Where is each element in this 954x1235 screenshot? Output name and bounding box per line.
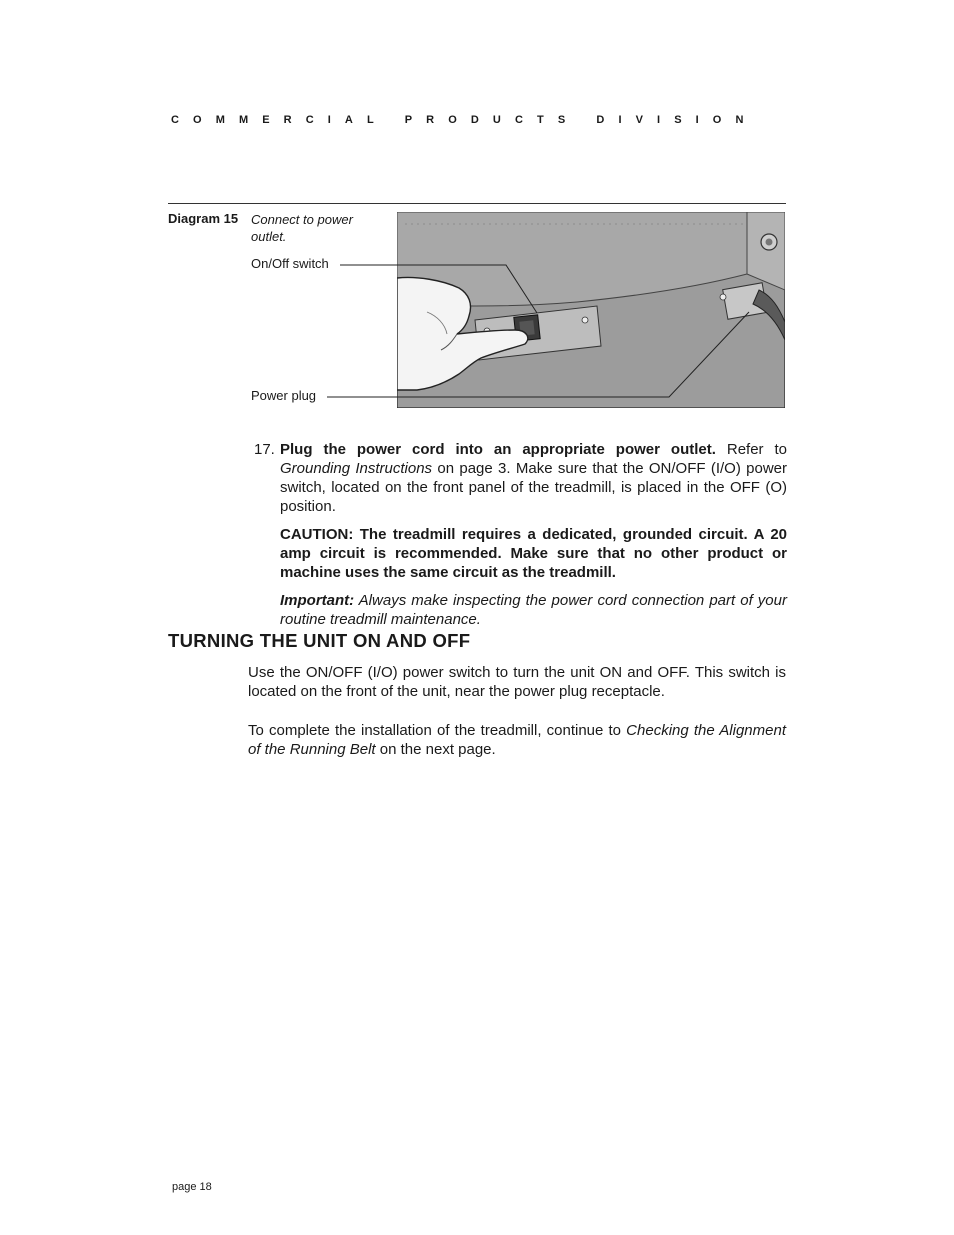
page-number: page 18 [172,1181,212,1193]
important-note [280,591,787,629]
receptacle-screw [720,294,726,300]
paragraph-2-suffix: on the next page. [375,741,496,758]
diagram-caption: Connect to power outlet. [251,212,353,244]
step-paragraph [280,440,787,516]
step-number: 17. [254,441,275,458]
step-lead: Plug the power cord into an appropriate power outlet. [280,441,716,458]
step-body [280,440,787,638]
section-heading: TURNING THE UNIT ON AND OFF [168,630,471,651]
callout-power-plug: Power plug [251,388,317,403]
division-header: COMMERCIAL PRODUCTS DIVISION [171,114,758,126]
diagram-label: Diagram 15 [168,211,239,226]
diagram-illustration [397,212,785,408]
important-text: Always make inspecting the power cord connection part of your routine treadmill maintenance. [280,592,787,628]
section-paragraph-2 [248,721,786,759]
important-label: Important: [280,592,355,609]
section-body [248,663,786,779]
grounding-instructions-reference: Grounding Instructions [280,460,433,477]
section-paragraph-1: Use the ON/OFF (I/O) power switch to turn the unit ON and OFF. This switch is located on the front of the unit, near the power plug receptacle. [248,664,786,700]
panel-screw-right [582,317,588,323]
step-refer-suffix: on page 3. Make sure that the ON/OFF (I/O) power switch, located on the front panel of the treadmill, is placed in the OFF (O) position. [280,460,787,515]
callout-on-off-switch: On/Off switch [251,256,329,271]
paragraph-2-prefix: To complete the installation of the treadmill, continue to [248,722,627,739]
header-rule [168,203,786,204]
step-refer-prefix: Refer to [715,441,788,458]
belt-alignment-reference: Checking the Alignment of the Running Belt [248,722,786,758]
caution-note: CAUTION: The treadmill requires a dedicated, grounded circuit. A 20 amp circuit is recommended. Make sure that no other product or machine uses the same circuit as the treadmill. [280,526,787,581]
bolt-center [766,239,773,246]
